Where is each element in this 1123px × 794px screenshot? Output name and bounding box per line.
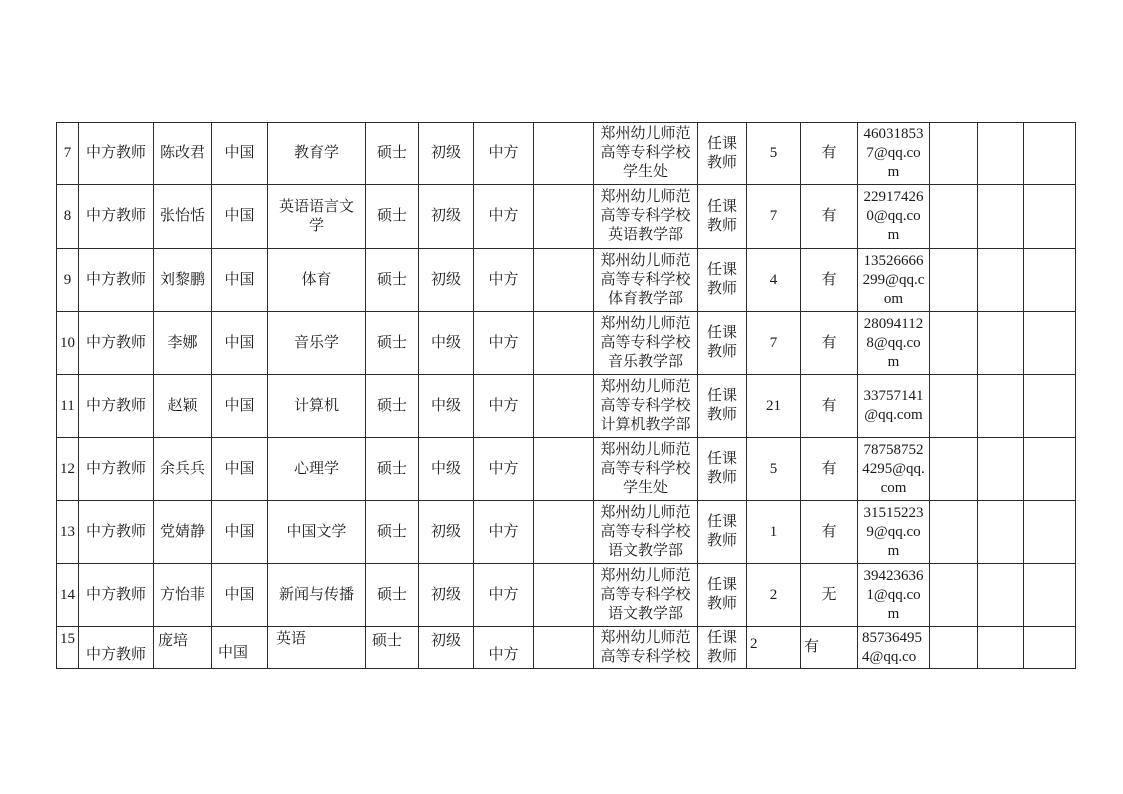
cell-email (858, 501, 930, 564)
cell-title: 初级 (419, 123, 474, 185)
cell-text: 郑州幼儿师范高等专科学校学生处 (600, 126, 691, 180)
cell-text: 787587524295@qq.com (862, 441, 925, 496)
cell-blank3 (978, 185, 1024, 249)
cell-years: 1 (747, 501, 801, 564)
cell-no: 7 (57, 123, 79, 185)
cell-position (698, 249, 747, 312)
cell-text: 229174260@qq.com (863, 189, 924, 243)
cell-blank1 (534, 564, 594, 627)
cell-subject (268, 375, 366, 438)
cell-name: 庞培 (154, 627, 212, 669)
cell-name: 余兵兵 (154, 438, 212, 501)
cell-years: 5 (747, 123, 801, 185)
cell-name: 方怡菲 (154, 564, 212, 627)
cell-text: 郑州幼儿师范高等专科学校音乐教学部 (600, 315, 691, 370)
cell-no: 13 (57, 501, 79, 564)
cell-text: 33757141@qq.com (863, 388, 924, 423)
cell-nationality: 中国 (212, 501, 268, 564)
cell-side: 中方 (474, 123, 534, 185)
cell-school (594, 312, 698, 375)
cell-degree: 硕士 (366, 627, 419, 669)
cell-email (858, 564, 930, 627)
cell-school (594, 564, 698, 627)
teacher-roster-table (56, 122, 1076, 669)
cell-email (858, 249, 930, 312)
cell-position (698, 375, 747, 438)
cell-name: 刘黎鹏 (154, 249, 212, 312)
cell-blank4 (1024, 375, 1076, 438)
cell-blank2 (930, 249, 978, 312)
cell-text: 857364954@qq.co (862, 630, 922, 665)
cell-position (698, 123, 747, 185)
cell-blank3 (978, 375, 1024, 438)
cell-text: 13526666299@qq.com (862, 252, 925, 307)
cell-subject (268, 438, 366, 501)
cell-availability: 有 (801, 249, 858, 312)
cell-degree: 硕士 (366, 438, 419, 501)
cell-text: 任课教师 (707, 577, 738, 612)
cell-blank4 (1024, 501, 1076, 564)
cell-name: 李娜 (154, 312, 212, 375)
cell-text: 315152239@qq.com (863, 504, 924, 559)
cell-blank2 (930, 123, 978, 185)
cell-text: 郑州幼儿师范高等专科学校语文教学部 (600, 504, 691, 559)
cell-email (858, 627, 930, 669)
cell-subject (268, 627, 366, 669)
cell-text: 教育学 (293, 145, 339, 161)
cell-blank2 (930, 312, 978, 375)
cell-blank4 (1024, 627, 1076, 669)
cell-blank4 (1024, 312, 1076, 375)
cell-type: 中方教师 (79, 185, 154, 249)
cell-subject (268, 312, 366, 375)
table-row (57, 501, 1076, 564)
cell-text: 英语 (276, 631, 307, 647)
cell-no: 14 (57, 564, 79, 627)
cell-title: 中级 (419, 375, 474, 438)
cell-blank4 (1024, 249, 1076, 312)
cell-years: 7 (747, 312, 801, 375)
cell-nationality: 中国 (212, 123, 268, 185)
cell-school (594, 438, 698, 501)
cell-school (594, 123, 698, 185)
cell-title: 初级 (419, 185, 474, 249)
cell-subject (268, 564, 366, 627)
cell-side: 中方 (474, 185, 534, 249)
cell-type: 中方教师 (79, 312, 154, 375)
cell-email (858, 185, 930, 249)
cell-school (594, 185, 698, 249)
cell-blank1 (534, 627, 594, 669)
cell-name: 张怡恬 (154, 185, 212, 249)
cell-blank1 (534, 123, 594, 185)
cell-text: 郑州幼儿师范高等专科学校学生处 (600, 441, 691, 496)
cell-nationality: 中国 (212, 249, 268, 312)
cell-name: 赵颖 (154, 375, 212, 438)
cell-side: 中方 (474, 375, 534, 438)
cell-type: 中方教师 (79, 501, 154, 564)
cell-blank3 (978, 564, 1024, 627)
cell-side: 中方 (474, 501, 534, 564)
cell-text: 新闻与传播 (279, 586, 355, 603)
cell-text: 任课教师 (707, 388, 738, 423)
cell-text: 中国文学 (286, 523, 347, 540)
cell-type: 中方教师 (79, 627, 154, 669)
cell-blank1 (534, 312, 594, 375)
cell-text: 郑州幼儿师范高等专科学校英语教学部 (600, 189, 691, 243)
cell-type: 中方教师 (79, 375, 154, 438)
cell-text: 心理学 (293, 460, 339, 477)
cell-text: 任课教师 (707, 198, 738, 234)
cell-name: 陈改君 (154, 123, 212, 185)
cell-blank2 (930, 501, 978, 564)
cell-no: 12 (57, 438, 79, 501)
cell-nationality: 中国 (212, 438, 268, 501)
cell-years: 21 (747, 375, 801, 438)
cell-text: 任课教师 (707, 630, 738, 665)
cell-type: 中方教师 (79, 123, 154, 185)
table-row (57, 123, 1076, 185)
cell-text: 460318537@qq.com (863, 126, 924, 180)
cell-nationality: 中国 (212, 564, 268, 627)
cell-availability: 有 (801, 501, 858, 564)
cell-years: 7 (747, 185, 801, 249)
cell-title: 初级 (419, 249, 474, 312)
cell-side: 中方 (474, 312, 534, 375)
cell-blank4 (1024, 185, 1076, 249)
cell-text: 郑州幼儿师范高等专科学校体育教学部 (600, 252, 691, 307)
cell-blank3 (978, 123, 1024, 185)
cell-degree: 硕士 (366, 312, 419, 375)
cell-blank1 (534, 375, 594, 438)
cell-title: 中级 (419, 312, 474, 375)
cell-blank2 (930, 375, 978, 438)
cell-subject (268, 123, 366, 185)
cell-degree: 硕士 (366, 185, 419, 249)
cell-title: 初级 (419, 564, 474, 627)
cell-blank2 (930, 185, 978, 249)
cell-no: 10 (57, 312, 79, 375)
cell-nationality: 中国 (212, 375, 268, 438)
cell-subject (268, 501, 366, 564)
cell-degree: 硕士 (366, 564, 419, 627)
cell-text: 计算机 (293, 397, 339, 414)
cell-side: 中方 (474, 438, 534, 501)
cell-blank1 (534, 501, 594, 564)
cell-email (858, 375, 930, 438)
cell-availability: 有 (801, 375, 858, 438)
cell-side: 中方 (474, 564, 534, 627)
table-row (57, 438, 1076, 501)
cell-subject (268, 185, 366, 249)
cell-type: 中方教师 (79, 249, 154, 312)
cell-years: 2 (747, 564, 801, 627)
cell-degree: 硕士 (366, 123, 419, 185)
cell-title: 初级 (419, 627, 474, 669)
cell-school (594, 375, 698, 438)
cell-position (698, 438, 747, 501)
table-row (57, 375, 1076, 438)
cell-side: 中方 (474, 627, 534, 669)
cell-school (594, 249, 698, 312)
cell-degree: 硕士 (366, 375, 419, 438)
cell-blank3 (978, 312, 1024, 375)
cell-availability: 有 (801, 123, 858, 185)
cell-nationality: 中国 (212, 627, 268, 669)
cell-name: 党婧静 (154, 501, 212, 564)
cell-nationality: 中国 (212, 185, 268, 249)
cell-email (858, 312, 930, 375)
cell-side: 中方 (474, 249, 534, 312)
cell-degree: 硕士 (366, 501, 419, 564)
cell-blank4 (1024, 438, 1076, 501)
cell-text: 任课教师 (707, 135, 738, 171)
cell-text: 任课教师 (707, 514, 738, 549)
cell-blank3 (978, 249, 1024, 312)
cell-availability: 有 (801, 185, 858, 249)
cell-text: 音乐学 (293, 334, 339, 351)
cell-blank1 (534, 438, 594, 501)
cell-years: 2 (747, 627, 801, 669)
table-row (57, 249, 1076, 312)
table-row (57, 185, 1076, 249)
cell-position (698, 185, 747, 249)
cell-text: 任课教师 (707, 262, 738, 297)
cell-text: 280941128@qq.com (863, 315, 924, 370)
cell-type: 中方教师 (79, 564, 154, 627)
cell-blank3 (978, 627, 1024, 669)
cell-nationality: 中国 (212, 312, 268, 375)
cell-text: 郑州幼儿师范高等专科学校语文教学部 (600, 567, 691, 622)
cell-no: 15 (57, 627, 79, 669)
table-row (57, 627, 1076, 669)
cell-no: 9 (57, 249, 79, 312)
cell-blank1 (534, 185, 594, 249)
cell-blank4 (1024, 123, 1076, 185)
cell-no: 11 (57, 375, 79, 438)
cell-text: 394236361@qq.com (863, 567, 924, 622)
cell-school (594, 501, 698, 564)
cell-blank1 (534, 249, 594, 312)
cell-position (698, 312, 747, 375)
cell-subject (268, 249, 366, 312)
cell-text: 英语语言文学 (279, 198, 355, 234)
cell-availability: 有 (801, 312, 858, 375)
cell-years: 4 (747, 249, 801, 312)
cell-no: 8 (57, 185, 79, 249)
cell-blank2 (930, 564, 978, 627)
table-row (57, 564, 1076, 627)
cell-blank3 (978, 501, 1024, 564)
cell-position (698, 501, 747, 564)
cell-email (858, 123, 930, 185)
cell-degree: 硕士 (366, 249, 419, 312)
cell-type: 中方教师 (79, 438, 154, 501)
cell-blank2 (930, 438, 978, 501)
cell-text: 郑州幼儿师范高等专科学校 (600, 630, 691, 665)
cell-availability: 有 (801, 438, 858, 501)
cell-years: 5 (747, 438, 801, 501)
cell-blank3 (978, 438, 1024, 501)
cell-availability: 有 (801, 627, 858, 669)
cell-position (698, 627, 747, 669)
cell-title: 初级 (419, 501, 474, 564)
cell-availability: 无 (801, 564, 858, 627)
cell-title: 中级 (419, 438, 474, 501)
cell-text: 体育 (301, 271, 332, 288)
cell-text: 任课教师 (707, 325, 738, 360)
cell-text: 任课教师 (707, 451, 738, 486)
cell-position (698, 564, 747, 627)
cell-school (594, 627, 698, 669)
cell-text: 郑州幼儿师范高等专科学校计算机教学部 (600, 378, 691, 433)
cell-blank4 (1024, 564, 1076, 627)
cell-blank2 (930, 627, 978, 669)
cell-email (858, 438, 930, 501)
table-row (57, 312, 1076, 375)
